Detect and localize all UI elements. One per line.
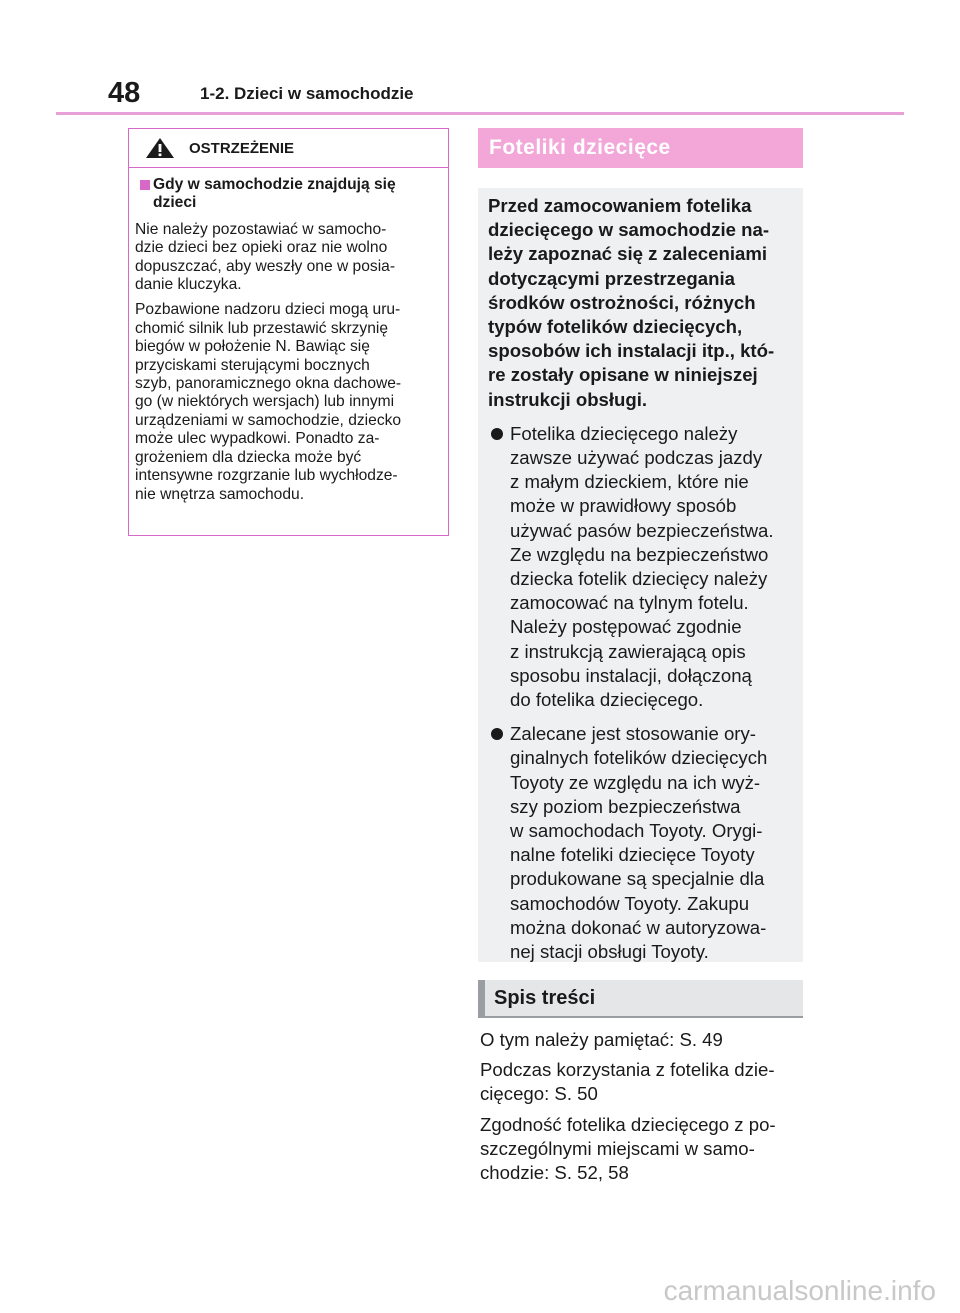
text-line: Nie należy pozostawiać w samocho- (135, 220, 387, 238)
page-header (108, 78, 903, 108)
text-line: cięcego: S. 50 (480, 1083, 598, 1105)
text-line: szyb, panoramicznego okna dachowe- (135, 375, 402, 393)
text-line: przyciskami sterującymi bocznych (135, 356, 370, 374)
child-seats-info-box (478, 188, 803, 962)
text-line: może w prawidłowy sposób (510, 495, 737, 517)
toc-item-3[interactable] (480, 1113, 803, 1186)
text-line: produkowane są specjalnie dla (510, 868, 765, 890)
text-line: O tym należy pamiętać: S. 49 (480, 1029, 723, 1050)
text-line: Ze względu na bezpieczeństwo (510, 543, 769, 565)
text-line: z małym dzieckiem, które nie (510, 471, 749, 493)
section-title: 1-2. Dzieci w samochodzie (200, 84, 414, 103)
text-line: leży zapoznać się z zaleceniami (488, 243, 768, 265)
text-line: może ulec wypadkowi. Ponadto za- (135, 430, 380, 448)
text-line: Przed zamocowaniem fotelika (488, 195, 752, 216)
warning-paragraph-2 (135, 301, 442, 503)
text-line: re zostały opisane w niniejszej (488, 364, 758, 386)
text-line: Należy postępować zgodnie (510, 616, 742, 638)
text-line: szy poziom bezpieczeństwa (510, 795, 741, 817)
warning-subtitle-line: Gdy w samochodzie znajdują się (153, 176, 396, 193)
text-line: do fotelika dziecięcego. (510, 689, 704, 711)
text-line: chomić silnik lub przestawić skrzynię (135, 319, 389, 337)
text-line: Zgodność fotelika dziecięcego z po- (480, 1113, 776, 1135)
text-line: środków ostrożności, różnych (488, 291, 756, 313)
text-line: urządzeniami w samochodzie, dziecko (135, 411, 402, 429)
text-line: Pozbawione nadzoru dzieci mogą uru- (135, 301, 401, 319)
text-line: nalne foteliki dziecięce Toyoty (510, 844, 755, 866)
text-line: typów fotelików dziecięcych, (488, 316, 743, 338)
text-line: Podczas korzystania z fotelika dzie- (480, 1059, 775, 1081)
child-seats-intro (488, 194, 793, 412)
text-line: zawsze używać podczas jazdy (510, 447, 763, 469)
text-line: szczególnymi miejscami w samo- (480, 1137, 755, 1159)
warning-box (128, 128, 449, 536)
text-line: sposobu instalacji, dołączoną (510, 664, 752, 686)
warning-triangle-icon (145, 137, 175, 159)
text-line: chodzie: S. 52, 58 (480, 1162, 629, 1184)
text-line: instrukcji obsługi. (488, 388, 648, 410)
bullet-dot-icon (491, 428, 503, 440)
text-line: dziecka fotelik dziecięcy należy (510, 568, 768, 590)
watermark: carmanualsonline.info (663, 1275, 936, 1306)
text-line: nie wnętrza samochodu. (135, 485, 305, 503)
child-seats-bullet-1 (488, 422, 793, 712)
text-line: używać pasów bezpieczeństwa. (510, 519, 774, 541)
text-line: ginalnych fotelików dziecięcych (510, 747, 768, 769)
toc-list (480, 1028, 803, 1191)
header-divider (56, 112, 904, 115)
text-line: biegów w położenie N. Bawiąc się (135, 338, 370, 356)
toc-item-1[interactable] (480, 1028, 803, 1052)
square-bullet-icon (140, 180, 150, 190)
text-line: go (w niektórych wersjach) lub innymi (135, 393, 395, 411)
warning-header (129, 129, 448, 168)
text-line: dzie dzieci bez opieki oraz nie wolno (135, 239, 388, 257)
child-seats-heading: Foteliki dziecięce (478, 128, 803, 168)
text-line: danie kluczyka. (135, 276, 242, 294)
text-line: intensywne rozgrzanie lub wychłodze- (135, 467, 398, 485)
text-line: z instrukcją zawierającą opis (510, 640, 746, 662)
text-line: Toyoty ze względu na ich wyż- (510, 771, 761, 793)
warning-paragraph-1 (135, 221, 442, 295)
text-line: Zalecane jest stosowanie ory- (510, 723, 756, 745)
text-line: dopuszczać, aby weszły one w posia- (135, 257, 396, 275)
text-line: samochodów Toyoty. Zakupu (510, 892, 750, 914)
text-line: dotyczącymi przestrzegania (488, 267, 735, 289)
warning-title: OSTRZEŻENIE (189, 140, 295, 157)
text-line: można dokonać w autoryzowa- (510, 916, 767, 938)
text-line: sposobów ich instalacji itp., któ- (488, 340, 775, 362)
warning-subtitle (135, 176, 442, 213)
bullet-dot-icon (491, 728, 503, 740)
toc-item-2[interactable] (480, 1058, 803, 1106)
text-line: zamocować na tylnym fotelu. (510, 592, 749, 614)
toc-heading: Spis treści (478, 980, 803, 1018)
text-line: grożeniem dla dziecka może być (135, 448, 362, 466)
text-line: w samochodach Toyoty. Orygi- (510, 820, 763, 842)
child-seats-bullet-2 (488, 722, 793, 964)
text-line: Fotelika dziecięcego należy (510, 422, 738, 444)
warning-subtitle-line: dzieci (153, 194, 197, 212)
text-line: nej stacji obsługi Toyoty. (510, 941, 709, 963)
page-number: 48 (108, 77, 141, 109)
text-line: dziecięcego w samochodzie na- (488, 219, 770, 241)
